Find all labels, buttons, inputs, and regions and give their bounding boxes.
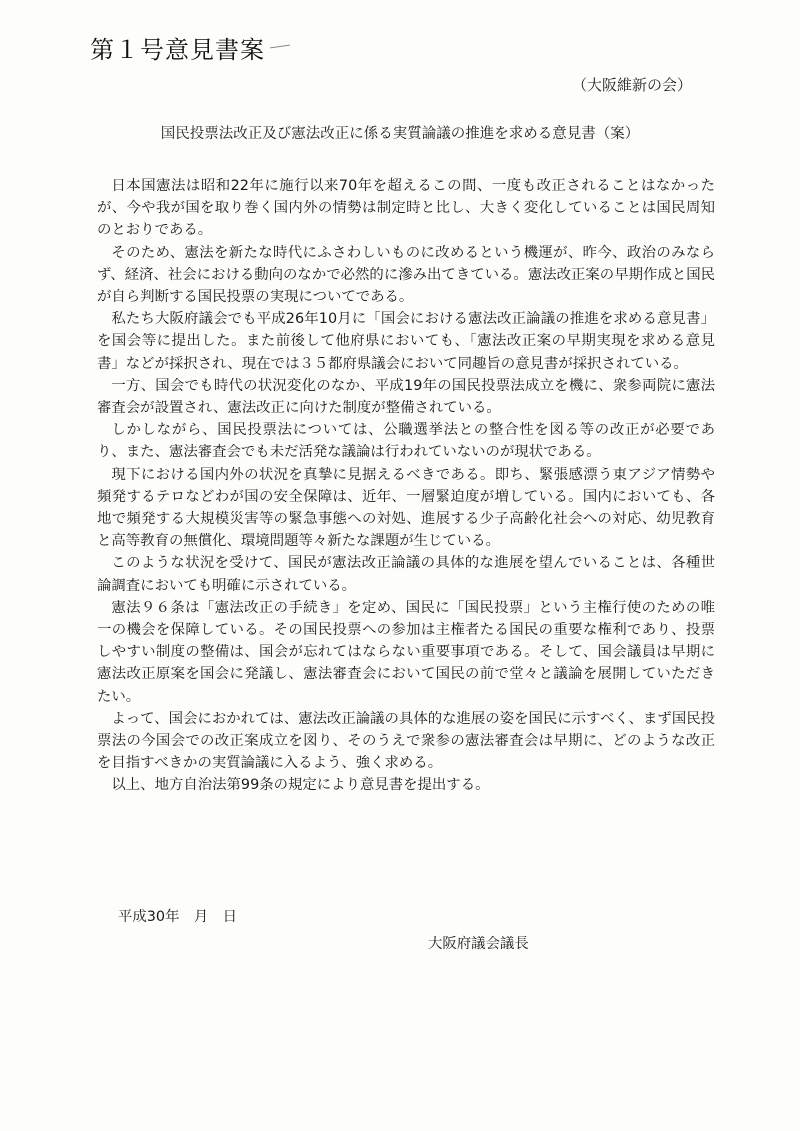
body-paragraph: しかしながら、国民投票法については、公職選挙法との整合性を図る等の改正が必要であり、また、憲法審査会でも未だ活発な議論は行われていないのが現状である。 (97, 422, 715, 461)
document-title: 国民投票法改正及び憲法改正に係る実質論議の推進を求める意見書（案） (160, 126, 640, 142)
body-paragraph: そのため、憲法を新たな時代にふさわしいものに改めるという機運が、昨今、政治のみならず、経済、社会における動向のなかで必然的に滲み出てきている。憲法改正案の早期作成と国民が自ら判断する国民投票の実現についてである。 (97, 244, 715, 306)
body-paragraph: 現下における国内外の状況を真摯に見据えるべきである。即ち、緊張感漂う東アジア情勢や頻発するテロなどわが国の安全保障は、近年、一層緊迫度が増している。国内においても、各地で頻発する大規模災害等の緊急事態への対処、進展する少子高齢化社会への対応、幼児教育と高等教育の無償化、環境問題等々新たな課題が生じている。 (97, 466, 715, 550)
body-paragraph: 日本国憲法は昭和22年に施行以来70年を超えるこの間、一度も改正されることはなかったが、今や我が国を取り巻く国内外の情勢は制定時と比し、大きく変化していることは国民周知のとおりである。 (97, 178, 715, 239)
document-body (97, 175, 715, 797)
header-mark (270, 45, 290, 49)
body-paragraph: このような状況を受けて、国民が憲法改正論議の具体的な進展を望んでいることは、各種世論調査においても明確に示されている。 (97, 555, 715, 594)
signatory: 大阪府議会議長 (428, 936, 529, 952)
body-paragraph: 以上、地方自治法第99条の規定により意見書を提出する。 (111, 777, 490, 794)
author-party: （大阪維新の会） (571, 76, 692, 94)
body-paragraph: 私たち大阪府議会でも平成26年10月に「国会における憲法改正論議の推進を求める意見書」を国会等に提出した。また前後して他府県においても、「憲法改正案の早期実現を求める意見書」などが採択され、現在では３５都府県議会において同趣旨の意見書が採択されている。 (97, 311, 715, 372)
body-paragraph: 憲法９６条は「憲法改正の手続き」を定め、国民に「国民投票」という主権行使のための唯一の機会を保障している。その国民投票への参加は主権者たる国民の重要な権利であり、投票しやすい制度の整備は、国会が忘れてはならない重要事項である。そして、国会議員は早期に憲法改正原案を国会に発議し、憲法審査会において国民の前で堂々と議論を展開していただきたい。 (97, 599, 715, 705)
document-date: 平成30年 月 日 (118, 909, 238, 925)
body-paragraph: 一方、国会でも時代の状況変化のなか、平成19年の国民投票法成立を機に、衆参両院に憲法審査会が設置され、憲法改正に向けた制度が整備されている。 (97, 377, 715, 417)
body-paragraph: よって、国会におかれては、憲法改正論議の具体的な進展の姿を国民に示すべく、まず国民投票法の今国会での改正案成立を図り、そのうえで衆参の憲法審査会は早期に、どのような改正を目指すべきかの実質論議に入るよう、強く求める。 (97, 710, 715, 772)
document-number: 第１号意見書案 (90, 36, 265, 64)
